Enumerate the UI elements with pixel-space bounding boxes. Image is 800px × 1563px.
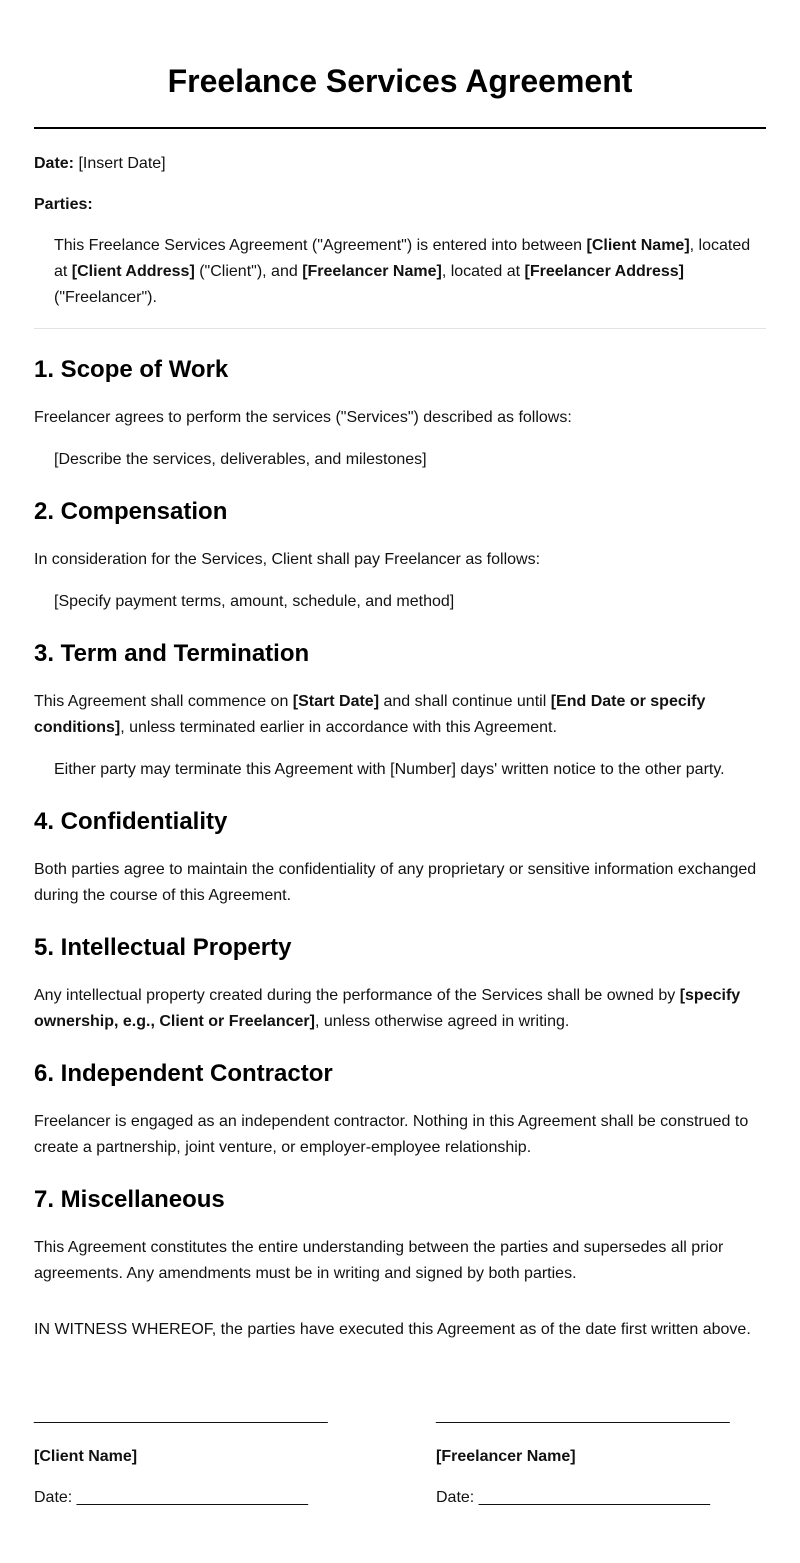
termination-paragraph: Either party may terminate this Agreement with [Number] days' written notice to the other party.	[54, 761, 725, 778]
parties-paragraph	[34, 233, 766, 311]
witness-statement: IN WITNESS WHEREOF, the parties have executed this Agreement as of the date first written above.	[34, 1321, 751, 1338]
client-signature-line: _________________________________	[34, 1407, 328, 1424]
client-address-placeholder: [Client Address]	[71, 263, 195, 280]
date-label: Date:	[34, 155, 75, 172]
client-date-line: __________________________	[76, 1489, 309, 1506]
section-heading-contractor: 6. Independent Contractor	[34, 1060, 333, 1087]
client-signature-name: [Client Name]	[34, 1448, 138, 1465]
section-heading-confidentiality: 4. Confidentiality	[34, 808, 228, 835]
freelancer-date-line: __________________________	[478, 1489, 711, 1506]
ip-text: Any intellectual property created during the performance of the Services shall be owned by	[34, 987, 680, 1004]
client-date-label: Date:	[34, 1489, 73, 1506]
misc-paragraph: This Agreement constitutes the entire understanding between the parties and supersedes all prior agreements. Any amendments must be in writing and signed by both parties.	[34, 1239, 724, 1282]
confidentiality-paragraph: Both parties agree to maintain the confidentiality of any proprietary or sensitive information exchanged during the course of this Agreement.	[34, 861, 757, 904]
contractor-paragraph: Freelancer is engaged as an independent contractor. Nothing in this Agreement shall be construed to create a partnership, joint venture, or employer-employee relationship.	[34, 1113, 749, 1156]
section-heading-scope: 1. Scope of Work	[34, 356, 229, 383]
section-heading-compensation: 2. Compensation	[34, 498, 228, 525]
client-signature	[34, 1405, 364, 1509]
parties-text: , located at	[441, 263, 525, 280]
parties-text: ("Client"), and	[194, 263, 303, 280]
ip-paragraph	[34, 983, 766, 1035]
freelancer-name-placeholder: [Freelancer Name]	[302, 263, 442, 280]
term-text: This Agreement shall commence on	[34, 693, 293, 710]
compensation-paragraph: In consideration for the Services, Client shall pay Freelancer as follows:	[34, 551, 541, 568]
scope-paragraph: Freelancer agrees to perform the services ("Services") described as follows:	[34, 409, 572, 426]
term-text: , unless terminated earlier in accordance with this Agreement.	[120, 719, 557, 736]
compensation-placeholder: [Specify payment terms, amount, schedule, and method]	[54, 593, 455, 610]
freelancer-date-label: Date:	[436, 1489, 475, 1506]
freelancer-signature-date	[436, 1487, 766, 1509]
scope-placeholder: [Describe the services, deliverables, and milestones]	[54, 451, 427, 468]
freelancer-signature	[436, 1405, 766, 1509]
section-heading-term: 3. Term and Termination	[34, 640, 310, 667]
start-date-placeholder: [Start Date]	[292, 693, 380, 710]
ownership-placeholder: [specify ownership, e.g., Client or Freelancer]	[34, 987, 741, 1030]
ip-text: , unless otherwise agreed in writing.	[314, 1013, 570, 1030]
title-divider	[34, 127, 766, 129]
freelancer-signature-line: _________________________________	[436, 1407, 730, 1424]
parties-text: This Freelance Services Agreement ("Agreement") is entered into between	[54, 237, 587, 254]
parties-text: , located at	[54, 237, 751, 280]
freelancer-signature-name: [Freelancer Name]	[436, 1448, 576, 1465]
term-paragraph	[34, 689, 766, 741]
date-line	[34, 151, 766, 177]
section-heading-ip: 5. Intellectual Property	[34, 934, 292, 961]
freelancer-address-placeholder: [Freelancer Address]	[524, 263, 684, 280]
section-heading-misc: 7. Miscellaneous	[34, 1186, 225, 1213]
parties-label: Parties:	[34, 196, 93, 213]
parties-text: ("Freelancer").	[54, 289, 157, 306]
client-signature-date	[34, 1487, 364, 1509]
section-divider	[34, 328, 766, 329]
term-text: and shall continue until	[379, 693, 551, 710]
date-value: [Insert Date]	[78, 155, 166, 172]
document-title: Freelance Services Agreement	[167, 63, 633, 99]
client-name-placeholder: [Client Name]	[586, 237, 690, 254]
end-date-placeholder: [End Date or specify conditions]	[34, 693, 706, 736]
